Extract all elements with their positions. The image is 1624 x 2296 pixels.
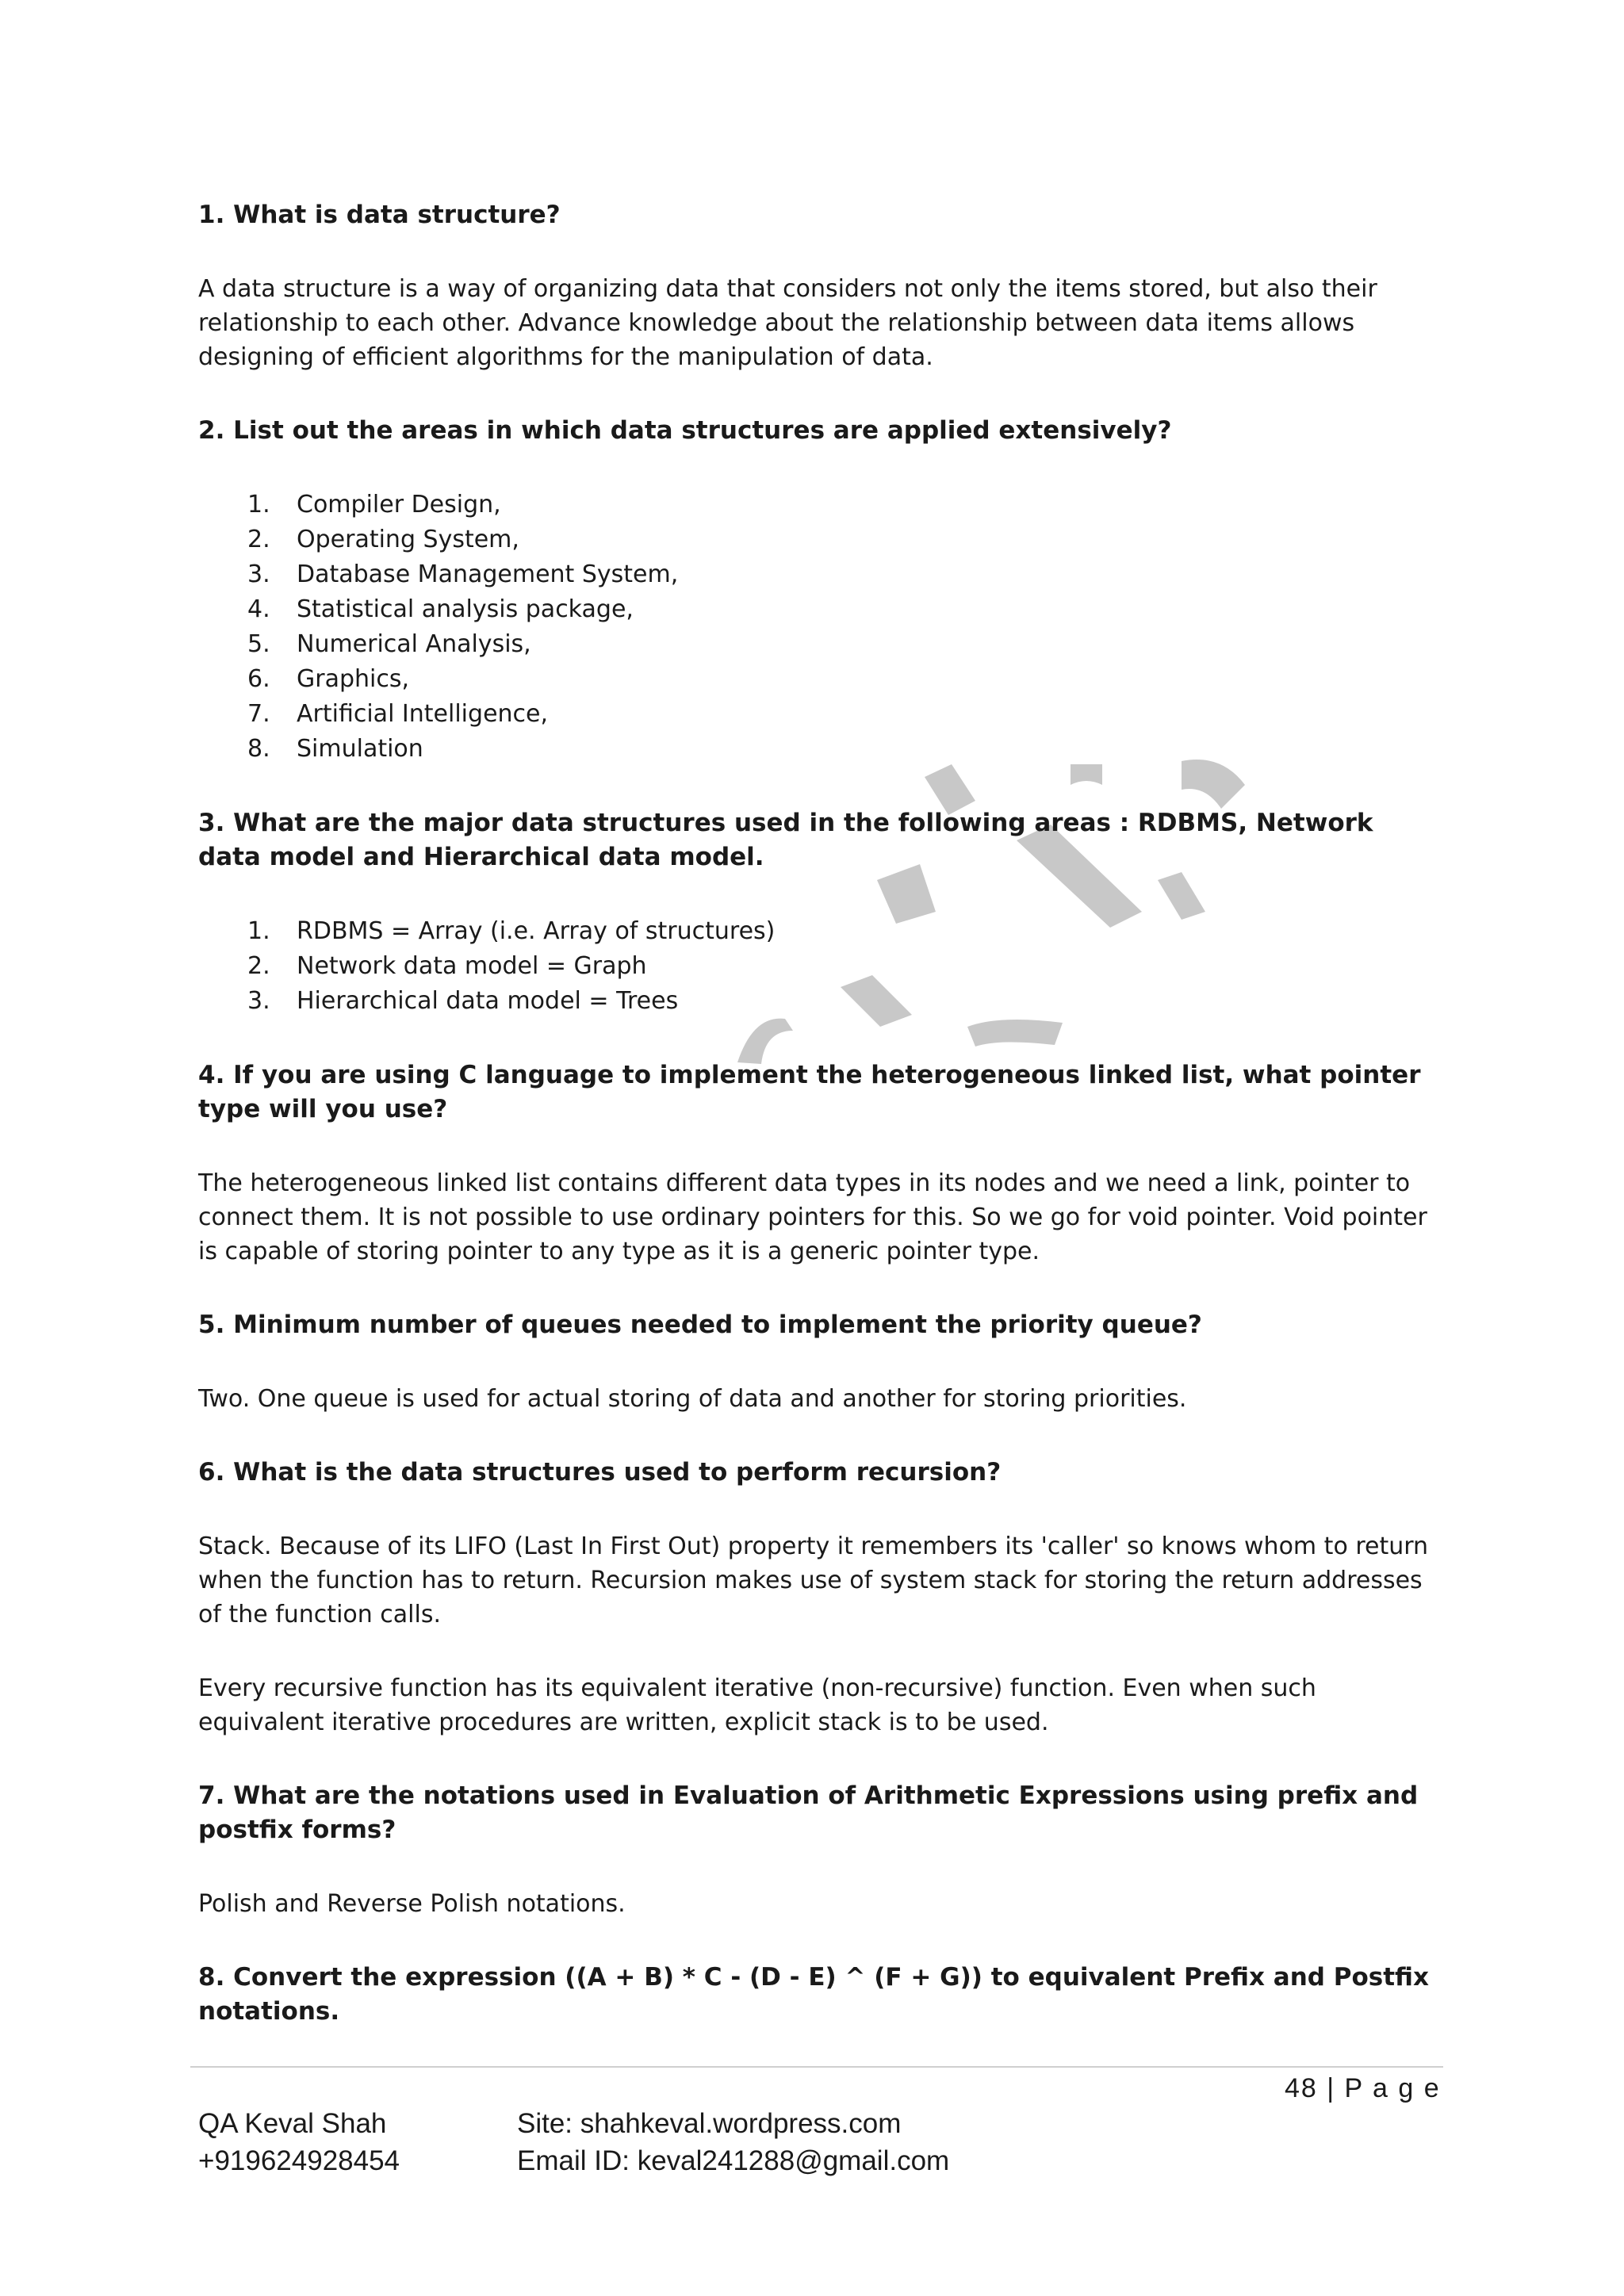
list-item — [198, 627, 1443, 662]
answer-4-paragraph: The heterogeneous linked list contains different data types in its nodes and we need a link, pointer to connect them. It is not possible to use ordinary pointers for this. So we go for void pointer. Void pointer is capable of storing pointer to any type as it is a generic pointer type. — [198, 1169, 1427, 1265]
list-item-text: Database Management System, — [297, 561, 679, 588]
list-item-text: Operating System, — [297, 526, 519, 553]
list-item — [198, 914, 1443, 949]
answer-6-paragraph-2: Every recursive function has its equivalent iterative (non-recursive) function. Even when such equivalent iterative procedures are written, explicit stack is to be used. — [198, 1674, 1316, 1736]
answer-5-paragraph: Two. One queue is used for actual storing of data and another for storing priorities. — [198, 1385, 1187, 1413]
list-item — [198, 557, 1443, 592]
list-item-number: 1. — [247, 491, 270, 519]
answer-3-list — [198, 914, 1443, 1019]
list-item-text: Simulation — [297, 735, 423, 763]
list-item-text: RDBMS = Array (i.e. Array of structures) — [297, 917, 776, 945]
list-item-number: 2. — [247, 952, 270, 980]
footer-email: Email ID: keval241288@gmail.com — [517, 2145, 950, 2176]
question-7: 7. What are the notations used in Evaluation of Arithmetic Expressions using prefix and postfix forms? — [198, 1781, 1419, 1844]
question-8: 8. Convert the expression ((A + B) * C - (D - E) ^ (F + G)) to equivalent Prefix and Postfix notations. — [198, 1963, 1430, 2026]
answer-2-list — [198, 488, 1443, 767]
question-5: 5. Minimum number of queues needed to implement the priority queue? — [198, 1311, 1202, 1339]
list-item — [198, 522, 1443, 557]
footer-contact-left — [198, 2105, 400, 2179]
page-number: 48 | P a g e — [1285, 2073, 1441, 2103]
list-item-number: 1. — [247, 917, 270, 945]
list-item — [198, 697, 1443, 732]
list-item — [198, 488, 1443, 522]
list-item-number: 3. — [247, 561, 270, 588]
list-item-text: Graphics, — [297, 665, 410, 693]
footer-author: QA Keval Shah — [198, 2108, 387, 2139]
footer-contact-right — [517, 2105, 949, 2179]
list-item-text: Artificial Intelligence, — [297, 700, 549, 728]
document-body — [198, 198, 1443, 2029]
list-item-number: 3. — [247, 987, 270, 1015]
footer-phone: +919624928454 — [198, 2145, 400, 2176]
answer-1-paragraph: A data structure is a way of organizing data that considers not only the items stored, but also their relationship to each other. Advance knowledge about the relationship between data items allows designing of efficient algorithms for the manipulation of data. — [198, 275, 1377, 371]
question-2: 2. List out the areas in which data structures are applied extensively? — [198, 416, 1172, 445]
list-item-text: Numerical Analysis, — [297, 630, 531, 658]
list-item — [198, 984, 1443, 1019]
footer-divider — [190, 2066, 1443, 2068]
list-item — [198, 949, 1443, 984]
list-item-text: Compiler Design, — [297, 491, 501, 519]
list-item — [198, 732, 1443, 767]
list-item — [198, 592, 1443, 627]
question-6: 6. What is the data structures used to perform recursion? — [198, 1458, 1002, 1487]
list-item-number: 8. — [247, 735, 270, 763]
list-item — [198, 662, 1443, 697]
footer-site: Site: shahkeval.wordpress.com — [517, 2108, 902, 2139]
list-item-number: 2. — [247, 526, 270, 553]
question-4: 4. If you are using C language to implement the heterogeneous linked list, what pointer type will you use? — [198, 1061, 1421, 1123]
list-item-number: 5. — [247, 630, 270, 658]
question-1: 1. What is data structure? — [198, 201, 561, 229]
list-item-text: Network data model = Graph — [297, 952, 647, 980]
list-item-text: Hierarchical data model = Trees — [297, 987, 679, 1015]
list-item-text: Statistical analysis package, — [297, 595, 634, 623]
list-item-number: 6. — [247, 665, 270, 693]
list-item-number: 7. — [247, 700, 270, 728]
answer-6-paragraph-1: Stack. Because of its LIFO (Last In First Out) property it remembers its 'caller' so knows whom to return when the function has to return. Recursion makes use of system stack for storing the return addresses of the function calls. — [198, 1533, 1429, 1628]
list-item-number: 4. — [247, 595, 270, 623]
question-3: 3. What are the major data structures used in the following areas : RDBMS, Network data model and Hierarchical data model. — [198, 809, 1373, 871]
answer-7-paragraph: Polish and Reverse Polish notations. — [198, 1890, 626, 1918]
